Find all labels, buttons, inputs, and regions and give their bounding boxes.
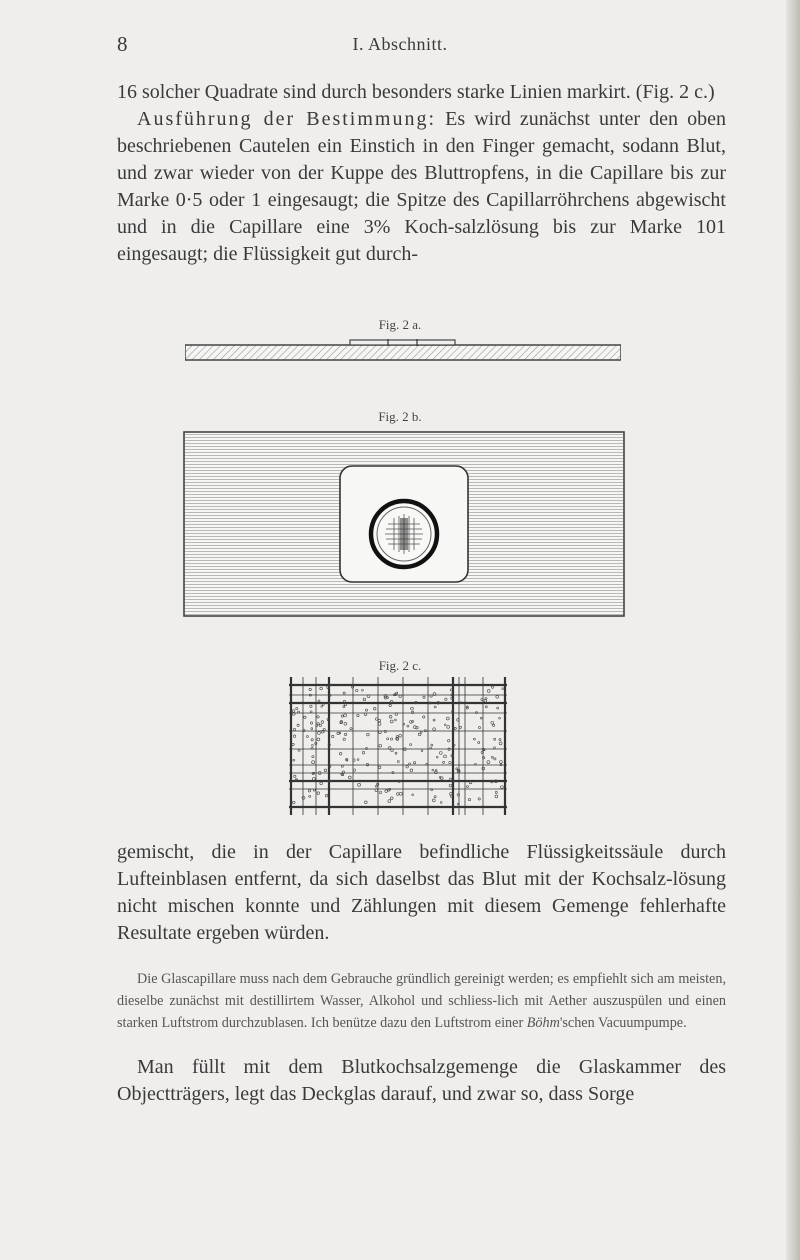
footnote-name: Böhm [526,1015,560,1031]
blood-corpuscle-dot [496,695,499,698]
blood-corpuscle-dot [444,724,446,726]
blood-corpuscle-dot [292,710,295,713]
blood-corpuscle-dot [304,716,306,718]
blood-corpuscle-dot [323,728,325,730]
blood-corpuscle-dot [350,728,352,730]
blood-corpuscle-dot [491,686,493,688]
blood-corpuscle-dot [502,688,504,690]
blood-corpuscle-dot [344,722,347,725]
blood-corpuscle-dot [397,761,399,763]
blood-corpuscle-dot [500,761,503,764]
blood-corpuscle-dot [311,728,313,730]
blood-corpuscle-dot [311,744,313,746]
blood-corpuscle-dot [445,698,447,700]
blood-corpuscle-dot [407,725,409,727]
blood-corpuscle-dot [478,741,480,743]
blood-corpuscle-dot [356,689,359,692]
blood-corpuscle-dot [357,714,359,716]
blood-corpuscle-dot [341,765,343,767]
blood-corpuscle-dot [446,717,449,720]
blood-corpuscle-dot [310,705,312,707]
blood-corpuscle-dot [343,738,345,740]
paragraph-1 [117,79,726,268]
blood-corpuscle-dot [459,726,461,728]
blood-corpuscle-dot [320,782,323,785]
blood-corpuscle-dot [390,738,392,740]
blood-corpuscle-dot [378,723,381,726]
blood-corpuscle-dot [362,751,364,753]
blood-corpuscle-dot [302,796,305,799]
blood-corpuscle-dot [494,758,496,760]
blood-corpuscle-dot [395,752,397,754]
blood-corpuscle-dot [447,725,450,728]
blood-corpuscle-dot [339,752,342,755]
blood-corpuscle-dot [365,709,367,711]
paragraph-3 [117,1054,726,1108]
blood-corpuscle-dot [346,759,348,761]
blood-corpuscle-dot [390,797,393,800]
blood-corpuscle-dot [321,721,324,724]
blood-corpuscle-dot [423,716,425,718]
blood-corpuscle-dot [379,744,382,747]
blood-corpuscle-dot [411,707,414,710]
blood-corpuscle-dot [457,803,459,805]
blood-corpuscle-dot [399,734,402,737]
blood-corpuscle-dot [410,769,413,772]
blood-corpuscle-dot [491,721,494,724]
blood-corpuscle-dot [293,801,296,804]
blood-corpuscle-dot [485,706,487,708]
blood-corpuscle-dot [484,699,487,702]
blood-corpuscle-dot [325,794,328,797]
blood-corpuscle-dot [418,733,421,736]
blood-corpuscle-dot [385,790,388,793]
blood-corpuscle-dot [310,722,312,724]
blood-corpuscle-dot [363,698,366,701]
fig-2a-slide-side-view [185,338,621,362]
blood-corpuscle-dot [375,718,378,721]
blood-corpuscle-dot [344,714,347,717]
blood-corpuscle-dot [487,690,490,693]
section-heading: Ausführung der Bestimmung: [137,108,437,130]
blood-corpuscle-dot [485,697,487,699]
blood-corpuscle-dot [487,761,490,764]
blood-corpuscle-dot [497,707,499,709]
blood-corpuscle-dot [432,769,434,771]
blood-corpuscle-dot [499,717,501,719]
blood-corpuscle-dot [297,724,299,726]
blood-corpuscle-dot [499,742,502,745]
blood-corpuscle-dot [468,798,470,800]
blood-corpuscle-dot [353,769,355,771]
blood-corpuscle-dot [309,795,311,797]
blood-corpuscle-dot [378,766,381,769]
blood-corpuscle-dot [343,706,345,708]
fig-2c-counting-grid [283,675,515,819]
blood-corpuscle-dot [476,712,478,714]
blood-corpuscle-dot [440,802,442,804]
blood-corpuscle-dot [341,715,343,717]
blood-corpuscle-dot [324,769,327,772]
page-header [0,32,800,58]
blood-corpuscle-dot [436,756,438,758]
blood-corpuscle-dot [298,749,300,751]
blood-corpuscle-dot [296,708,298,710]
blood-corpuscle-dot [449,761,451,763]
blood-corpuscle-dot [357,759,359,761]
slide-body [185,345,621,360]
blood-corpuscle-dot [443,761,445,763]
blood-corpuscle-dot [389,704,391,706]
blood-corpuscle-dot [293,728,296,731]
blood-corpuscle-dot [420,731,422,733]
blood-corpuscle-dot [293,759,295,761]
blood-corpuscle-dot [495,791,497,793]
blood-corpuscle-dot [344,733,346,735]
blood-corpuscle-dot [478,798,480,800]
blood-corpuscle-dot [412,720,414,722]
blood-corpuscle-dot [456,768,458,770]
blood-corpuscle-dot [317,738,320,741]
footnote-text-1: Die Glascapillare muss nach dem Gebrauche gründlich gereinigt werden; es empfiehlt sich am meisten, dieselbe zunächst mit destillirtem Wasser, Alkohol und schliess-lich mit Aether auszuspülen und einen starken Luftstrom durchzublasen. Ich benütze dazu den Luftstrom einer [117,971,726,1031]
blood-corpuscle-dot [396,793,399,796]
blood-corpuscle-dot [318,732,321,735]
paragraph-2-text: gemischt, die in der Capillare befindliche Flüssigkeitssäule durch Lufteinblasen entfernt, da sich daselbst das Blut mit der Kochsalz-lösung nicht mischen konnte und Zählungen mit diesem Gemenge fehlerhafte Resultate ergeben würden. [117,841,726,944]
blood-corpuscle-dot [433,719,435,721]
blood-corpuscle-dot [351,686,353,688]
blood-corpuscle-dot [293,735,295,737]
blood-corpuscle-dot [321,706,323,708]
blood-corpuscle-dot [431,744,433,746]
blood-corpuscle-dot [449,784,452,787]
fig-2b-caption: Fig. 2 b. [378,409,422,424]
blood-corpuscle-dot [475,763,477,765]
blood-corpuscle-dot [312,756,314,758]
blood-corpuscle-dot [387,738,389,740]
blood-corpuscle-dot [494,747,496,749]
blood-corpuscle-dot [294,775,296,777]
blood-corpuscle-dot [439,752,442,755]
blood-corpuscle-dot [495,795,498,798]
blood-corpuscle-dot [406,766,408,768]
blood-corpuscle-dot [432,799,435,802]
blood-corpuscle-dot [410,743,412,745]
blood-corpuscle-dot [499,739,501,741]
blood-corpuscle-dot [394,719,396,721]
blood-corpuscle-dot [413,762,415,764]
blood-corpuscle-dot [319,724,321,726]
blood-corpuscle-dot [501,786,504,789]
blood-corpuscle-dot [367,733,370,736]
running-head: I. Abschnitt. [352,34,448,54]
blood-corpuscle-dot [447,740,449,742]
blood-corpuscle-dot [399,792,402,795]
blood-corpuscle-dot [358,783,361,786]
blood-corpuscle-dot [473,738,475,740]
blood-corpuscle-dot [318,700,320,702]
blood-corpuscle-dot [412,794,414,796]
blood-corpuscle-dot [364,801,367,804]
cover-glass [350,340,455,345]
fig-2c-caption: Fig. 2 c. [378,658,422,673]
blood-corpuscle-dot [375,785,377,787]
page-number: 8 [117,32,128,56]
blood-corpuscle-dot [343,692,345,694]
page-edge [786,0,800,1260]
paragraph-1-text: Es wird zunächst unter den oben beschriebenen Cautelen ein Einstich in den Finger gemacht, sodann Blut, und zwar wieder von der Kuppe des Bluttropfens, in die Capillare bis zur Marke 0·5 oder 1 eingesaugt; die Spitze des Capillarröhrchens abgewischt und in die Capillare eine 3% Koch-salzlösung bis zur Marke 101 eingesaugt; die Flüssigkeit gut durch- [117,108,726,265]
footnote-text-2: 'schen Vacuumpumpe. [559,1015,687,1031]
blood-corpuscle-dot [423,696,425,698]
blood-corpuscle-dot [379,791,381,793]
blood-corpuscle-dot [312,761,315,764]
footnote-paragraph [117,968,726,1034]
blood-corpuscle-dot [494,738,496,740]
blood-corpuscle-dot [403,723,405,725]
paragraph-2 [117,839,726,947]
blood-corpuscle-dot [478,727,480,729]
blood-corpuscle-dot [480,717,482,719]
blood-corpuscle-dot [317,716,319,718]
paragraph-1-lead: 16 solcher Quadrate sind durch besonders starke Linien markirt. (Fig. 2 c.) [117,81,715,103]
blood-corpuscle-dot [434,706,436,708]
blood-corpuscle-dot [317,792,320,795]
blood-corpuscle-dot [389,715,392,718]
blood-corpuscle-dot [361,689,363,691]
blood-corpuscle-dot [373,707,376,710]
blood-corpuscle-dot [292,743,294,745]
blood-corpuscle-dot [306,736,308,738]
blood-corpuscle-dot [444,755,447,758]
blood-corpuscle-dot [310,711,312,713]
blood-corpuscle-dot [467,786,469,788]
blood-corpuscle-dot [320,687,323,690]
blood-corpuscle-dot [348,776,351,779]
blood-corpuscle-dot [309,688,311,690]
blood-corpuscle-dot [421,750,423,752]
blood-corpuscle-dot [308,789,311,792]
blood-corpuscle-dot [339,732,341,734]
fig-2a-caption: Fig. 2 a. [378,317,422,332]
blood-corpuscle-dot [388,800,391,803]
blood-corpuscle-dot [491,756,493,758]
blood-corpuscle-dot [317,723,319,725]
blood-corpuscle-dot [390,720,393,723]
fig-2b-slide-top-view [182,430,626,618]
blood-corpuscle-dot [316,725,318,727]
blood-corpuscle-dot [434,796,436,798]
blood-corpuscle-dot [331,735,333,737]
blood-corpuscle-dot [492,724,494,726]
paragraph-3-text: Man füllt mit dem Blutkochsalzgemenge die Glaskammer des Objectträgers, legt das Deckglas darauf, und zwar so, dass Sorge [117,1056,726,1105]
blood-corpuscle-dot [311,739,313,741]
blood-corpuscle-dot [433,728,436,731]
blood-corpuscle-dot [399,695,402,698]
